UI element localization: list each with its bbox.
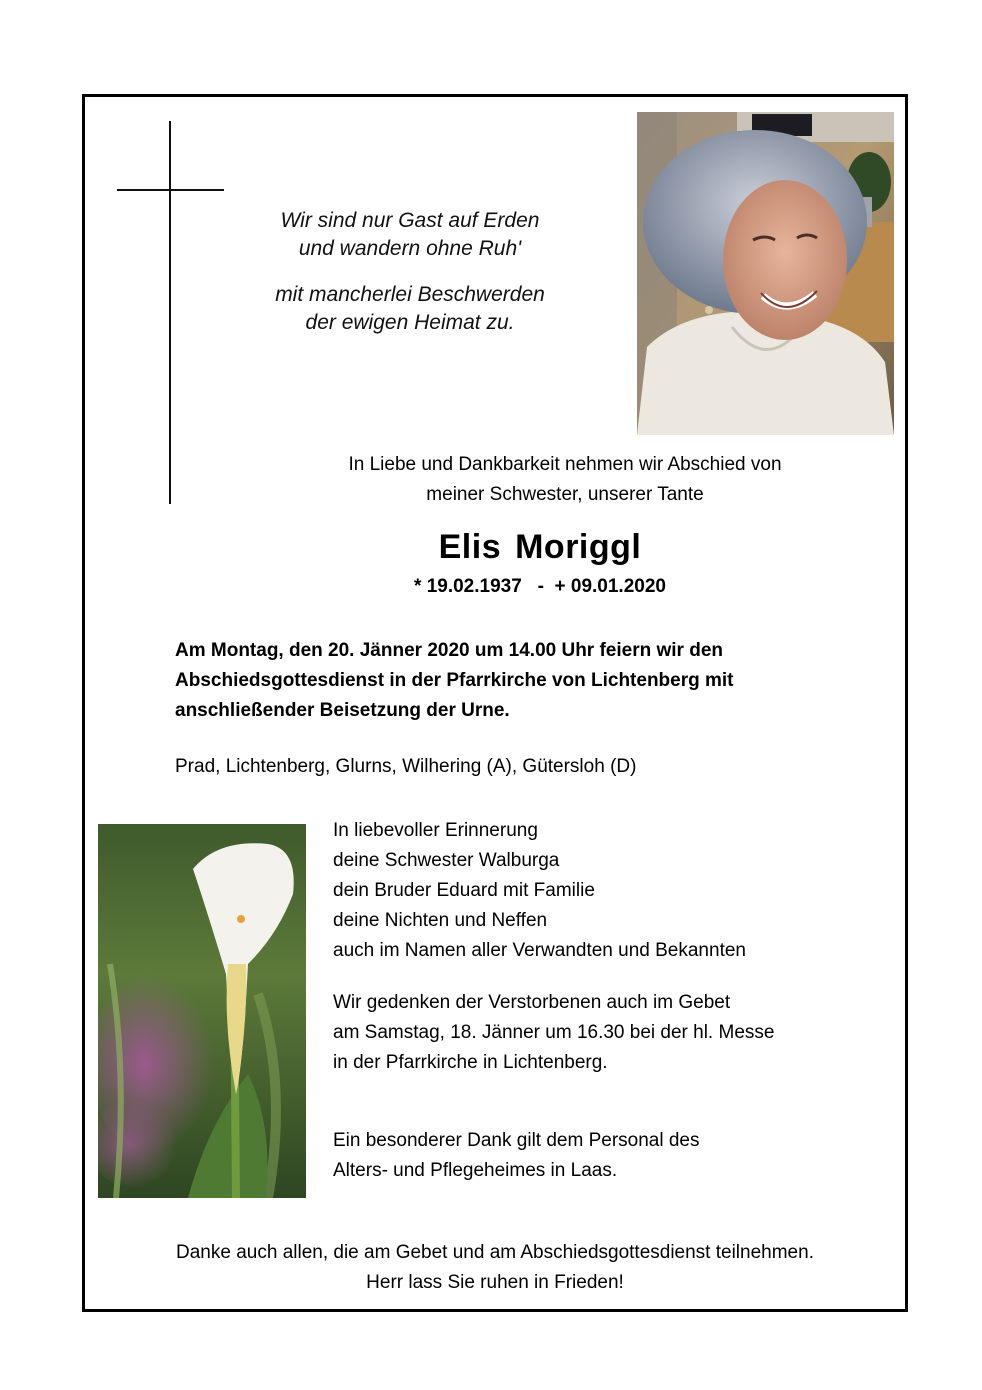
closing-line: Danke auch allen, die am Gebet und am Abschiedsgottesdienst teilnehmen.: [176, 1242, 814, 1263]
thanks-block: [333, 1126, 699, 1186]
portrait-photo: [637, 112, 894, 435]
first-name: Elis: [438, 528, 502, 566]
poem-line: der ewigen Heimat zu.: [305, 311, 515, 334]
service-paragraph: [175, 636, 734, 726]
service-line: Am Montag, den 20. Jänner 2020 um 14.00 Uhr feiern wir den: [175, 640, 724, 661]
calla-lily-image: [98, 824, 306, 1198]
last-name: Moriggl: [515, 528, 642, 566]
poem-line: mit mancherlei Beschwerden: [275, 283, 545, 306]
cross-vertical-bar: [169, 121, 171, 504]
cross-horizontal-bar: [117, 189, 224, 191]
prayer-block: [333, 988, 774, 1078]
poem-line: und wandern ohne Ruh': [298, 237, 522, 260]
intro-text: [300, 450, 830, 510]
mourner-line: In liebevoller Erinnerung: [333, 820, 538, 841]
mourner-line: dein Bruder Eduard mit Familie: [333, 880, 595, 901]
service-line: Abschiedsgottesdienst in der Pfarrkirche von Lichtenberg mit: [175, 670, 734, 691]
intro-line: In Liebe und Dankbarkeit nehmen wir Abschied von: [348, 454, 782, 475]
life-dates: * 19.02.1937 - + 09.01.2020: [414, 576, 666, 597]
deceased-name: [300, 528, 780, 567]
service-line: anschließender Beisetzung der Urne.: [175, 700, 510, 721]
mourner-line: deine Schwester Walburga: [333, 850, 560, 871]
mourner-line: auch im Namen aller Verwandten und Bekannten: [333, 940, 746, 961]
prayer-line: in der Pfarrkirche in Lichtenberg.: [333, 1052, 608, 1073]
thanks-line: Alters- und Pflegeheimes in Laas.: [333, 1160, 618, 1181]
closing-line: Herr lass Sie ruhen in Frieden!: [366, 1272, 624, 1293]
prayer-line: Wir gedenken der Verstorbenen auch im Gebet: [333, 992, 731, 1013]
mourner-line: deine Nichten und Neffen: [333, 910, 548, 931]
thanks-line: Ein besonderer Dank gilt dem Personal des: [333, 1130, 700, 1151]
prayer-line: am Samstag, 18. Jänner um 16.30 bei der hl. Messe: [333, 1022, 775, 1043]
places-line: Prad, Lichtenberg, Glurns, Wilhering (A), Gütersloh (D): [175, 756, 637, 777]
closing-block: [100, 1238, 890, 1298]
poem-line: Wir sind nur Gast auf Erden: [280, 209, 540, 232]
mourners-block: [333, 816, 746, 966]
intro-line: meiner Schwester, unserer Tante: [426, 484, 704, 505]
